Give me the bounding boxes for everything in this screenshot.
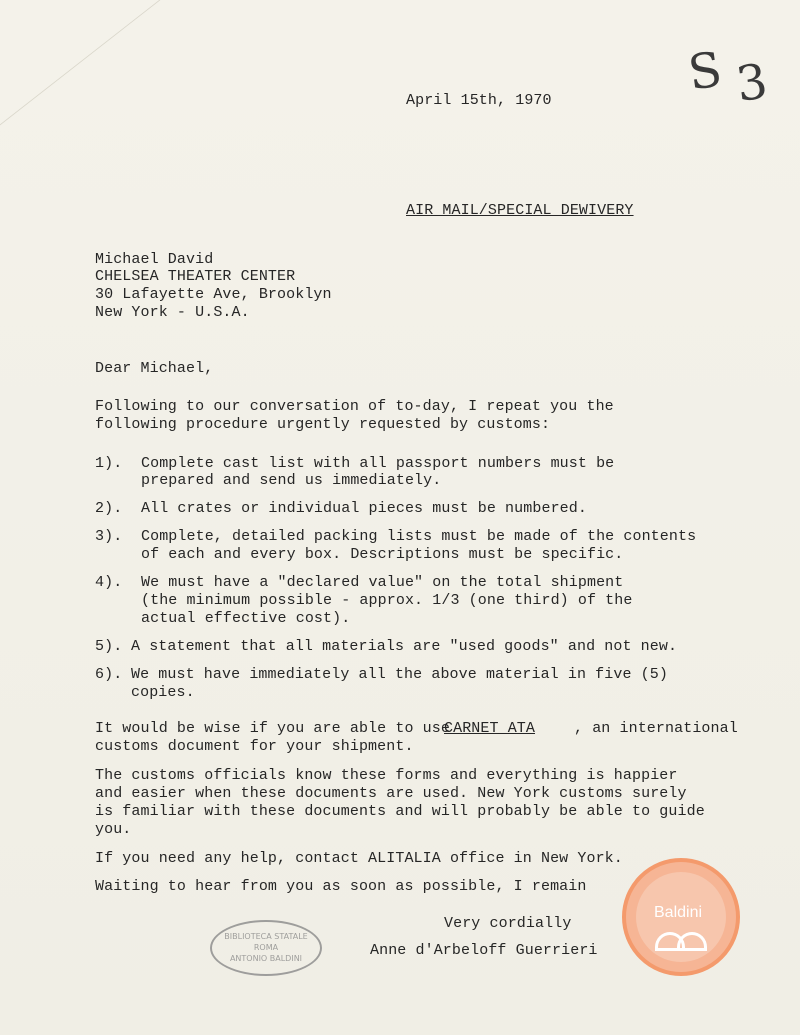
list-item-text: A statement that all materials are "used goods" and not new. <box>131 638 678 655</box>
paragraph-line: you. <box>95 821 132 838</box>
library-stamp: BIBLIOTECA STATALE ROMA ANTONIO BALDINI <box>210 920 322 976</box>
paragraph-line: If you need any help, contact ALITALIA office in New York. <box>95 850 623 867</box>
list-number: 1). <box>95 455 123 472</box>
paragraph-line: It would be wise if you are able to use <box>95 720 450 737</box>
list-item-text: Complete, detailed packing lists must be made of the contents <box>141 528 697 545</box>
recipient-org: CHELSEA THEATER CENTER <box>95 268 296 285</box>
list-item-text: We must have a "declared value" on the total shipment <box>141 574 624 591</box>
list-number: 4). <box>95 574 123 591</box>
salutation: Dear Michael, <box>95 360 214 377</box>
delivery-line: AIR MAIL/SPECIAL DEWIVERY <box>406 202 634 219</box>
list-number: 3). <box>95 528 123 545</box>
list-item-text: actual effective cost). <box>141 610 351 627</box>
intro-line: Following to our conversation of to-day, I repeat you the <box>95 398 614 415</box>
list-item-text: We must have immediately all the above material in five (5) <box>131 666 668 683</box>
baldini-logo <box>622 858 740 976</box>
list-number: 5). <box>95 638 123 655</box>
recipient-street: 30 Lafayette Ave, Brooklyn <box>95 286 332 303</box>
intro-line: following procedure urgently requested by customs: <box>95 416 551 433</box>
closing-line: Very cordially <box>444 915 572 932</box>
paragraph-line: Waiting to hear from you as soon as possible, I remain <box>95 878 587 895</box>
paper-fold-line <box>0 0 170 141</box>
letter-date: April 15th, 1970 <box>406 92 552 109</box>
handwritten-note: S 3 <box>684 41 771 113</box>
paragraph-line: customs document for your shipment. <box>95 738 414 755</box>
recipient-name: Michael David <box>95 251 214 268</box>
list-item-text: copies. <box>131 684 195 701</box>
recipient-city: New York - U.S.A. <box>95 304 250 321</box>
list-number: 6). <box>95 666 123 683</box>
carnet-ata-term: CARNET ATA <box>444 720 536 737</box>
list-item-text: Complete cast list with all passport numbers must be <box>141 455 615 472</box>
signature-line: Anne d'Arbeloff Guerrieri <box>370 942 598 959</box>
book-icon <box>655 928 707 951</box>
paragraph-line: The customs officials know these forms and everything is happier <box>95 767 678 784</box>
paragraph-line: and easier when these documents are used. New York customs surely <box>95 785 687 802</box>
list-item-text: All crates or individual pieces must be numbered. <box>141 500 587 517</box>
list-item-text: (the minimum possible - approx. 1/3 (one third) of the <box>141 592 633 609</box>
list-item-text: of each and every box. Descriptions must be specific. <box>141 546 624 563</box>
list-number: 2). <box>95 500 123 517</box>
logo-word: Baldini <box>654 904 703 921</box>
list-item-text: prepared and send us immediately. <box>141 472 442 489</box>
paragraph-line: , an international <box>574 720 738 737</box>
paragraph-line: is familiar with these documents and will probably be able to guide <box>95 803 705 820</box>
